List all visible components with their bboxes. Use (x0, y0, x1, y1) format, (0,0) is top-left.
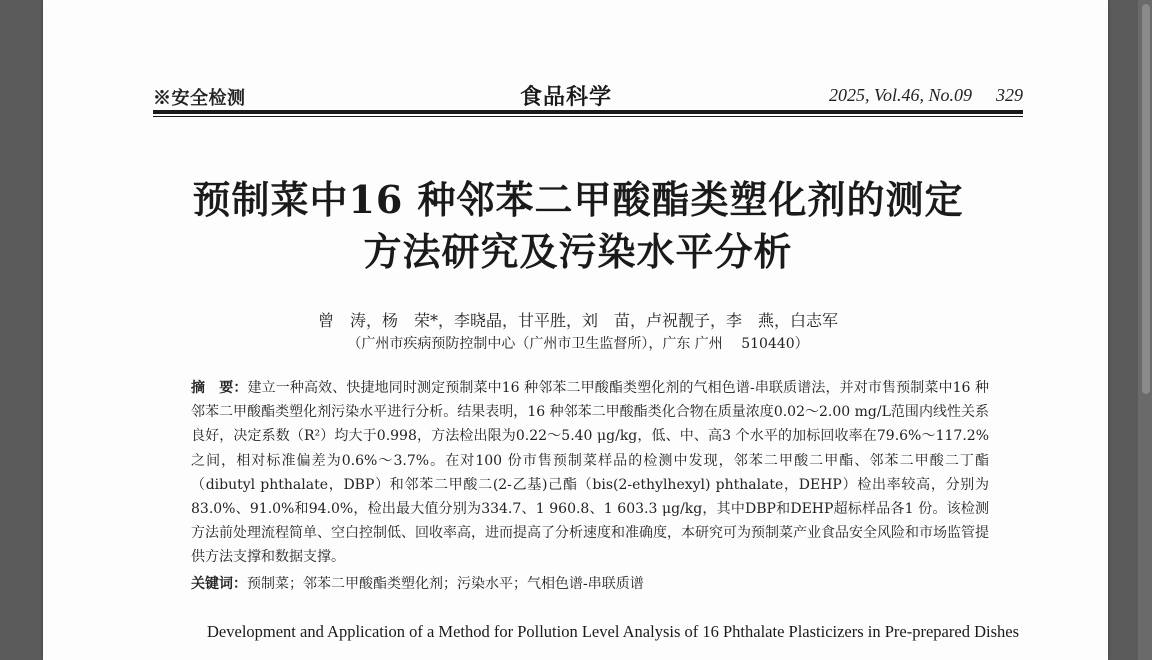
issue-citation: 2025, Vol.46, No.09 (828, 85, 972, 105)
keywords-label: 关键词： (191, 576, 247, 592)
section-label: ※安全检测 (153, 88, 246, 109)
article-title (103, 174, 1053, 278)
vertical-scrollbar[interactable] (1138, 0, 1152, 660)
scrollbar-thumb[interactable] (1142, 4, 1150, 394)
title-line-2: 方法研究及污染水平分析 (363, 229, 793, 274)
title-line-1: 预制菜中16 种邻苯二甲酸酯类塑化剂的测定 (192, 177, 964, 222)
author-list: 曾 涛，杨 荣*，李晓晶，甘平胜，刘 苗，卢祝靓子，李 燕，白志军 (317, 311, 838, 330)
abstract-text: 建立一种高效、快捷地同时测定预制菜中16 种邻苯二甲酸酯类塑化剂的气相色谱-串联质谱法，并对市售预制菜中16 种邻苯二甲酸酯类塑化剂污染水平进行分析。结果表明，16 种邻苯二甲酸酯类化合物在质量浓度0.02～2.00 mg/L范围内线性关系良好，决定系数（R²）均大于0.998，方法检出限为0.22～5.40 μg/kg，低、中、高3 个水平的加标回收率在79.6%～117.2%之间，相对标准偏差为0.6%～3.7%。在对100 份市售预制菜样品的检测中发现，邻苯二甲酸二甲酯、邻苯二甲酸二丁酯（dibutyl phthalate，DBP）和邻苯二甲酸二(2-乙基)己酯（bis(2-ethylhexyl) phthalate，DEHP）检出率较高，分别为83.0%、91.0%和94.0%，检出最大值分别为334.7、1 960.8、1 603.3 μg/kg，其中DBP和DEHP超标样品各1 份。该检测方法前处理流程简单、空白控制低、回收率高，进而提高了分析速度和准确度，本研究可为预制菜产业食品安全风险和市场监管提供方法支撑和数据支撑。 (191, 380, 990, 566)
abstract-label: 摘 要： (191, 380, 248, 396)
keywords (191, 573, 989, 593)
pdf-page (43, 0, 1108, 660)
keywords-text: 预制菜；邻苯二甲酸酯类塑化剂；污染水平；气相色谱-串联质谱 (247, 576, 644, 592)
affiliation: （广州市疾病预防控制中心（广州市卫生监督所），广东 广州 510440） (347, 336, 809, 352)
header-rule-thin (153, 116, 1023, 117)
journal-logo: 食品科学 (520, 85, 613, 110)
english-title: Development and Application of a Method for Pollution Level Analysis of 16 Phthalate Plasticizers in Pre-prepared Dishes (207, 622, 1019, 641)
page-number: 329 (996, 85, 1023, 105)
issue-info (829, 85, 1023, 106)
header-rule-thick (153, 110, 1023, 114)
abstract (191, 376, 989, 570)
